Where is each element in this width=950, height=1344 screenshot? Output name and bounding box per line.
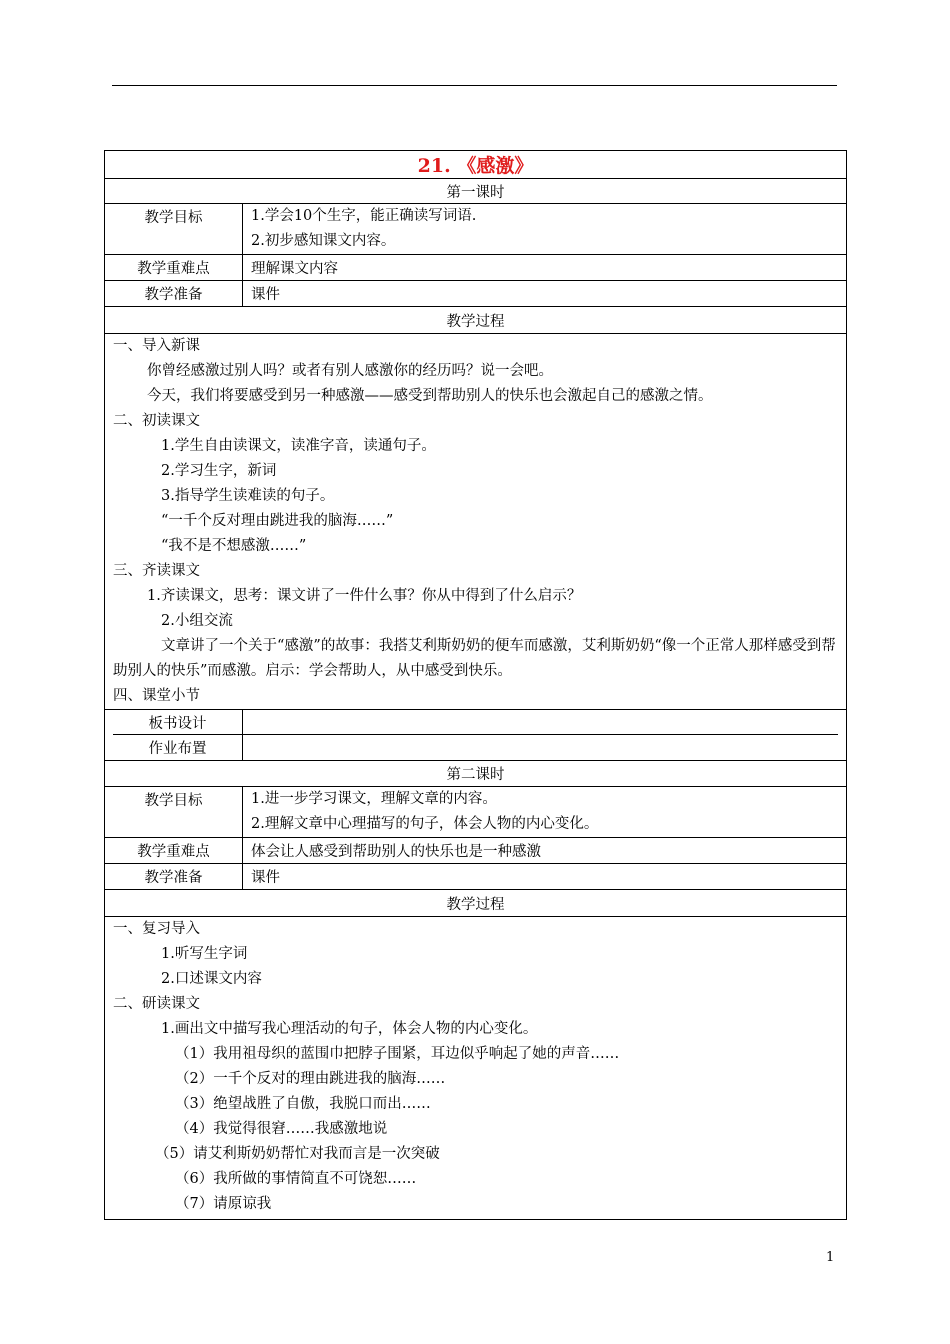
lesson1-board-value [243, 710, 839, 735]
lesson2-goals-label: 教学目标 [105, 787, 243, 838]
lesson1-goals [243, 204, 847, 255]
process-line: 1.齐读课文，思考：课文讲了一件什么事？你从中得到了什么启示？ [147, 588, 582, 604]
process-line: 你曾经感激过别人吗？或者有别人感激你的经历吗？说一会吧。 [147, 363, 553, 379]
lesson1-board-label: 板书设计 [113, 710, 243, 735]
lesson1-key-label: 教学重难点 [105, 255, 243, 281]
process-line: 2.口述课文内容 [161, 971, 262, 987]
lesson2-process [105, 917, 847, 1220]
process-paragraph: 文章讲了一个关于“感激”的故事：我搭艾利斯奶奶的便车而感激，艾利斯奶奶“像一个正常人那样感受到帮助别人的快乐”而感激。启示：学会帮助人，从中感受到快乐。 [113, 638, 836, 679]
section-heading: 四、课堂小节 [113, 688, 200, 704]
process-line: 2.小组交流 [161, 613, 233, 629]
lesson2-goals [243, 787, 847, 838]
section-heading: 三、齐读课文 [113, 563, 200, 579]
process-line: （5）请艾利斯奶奶帮忙对我而言是一次突破 [155, 1146, 440, 1162]
lesson1-homework-value [243, 735, 839, 761]
section-heading: 二、研读课文 [113, 996, 200, 1012]
process-line: 2.学习生字，新词 [161, 463, 277, 479]
process-line: “我不是不想感激……” [161, 538, 307, 554]
lesson2-goal-item: 1.进一步学习课文，理解文章的内容。 [251, 791, 497, 807]
lesson1-goal-item: 2.初步感知课文内容。 [251, 233, 396, 249]
process-line: “一千个反对理由跳进我的脑海……” [161, 513, 394, 529]
lesson1-process [105, 334, 847, 710]
lesson1-goals-label: 教学目标 [105, 204, 243, 255]
section-heading: 二、初读课文 [113, 413, 200, 429]
process-line: （2）一千个反对的理由跳进我的脑海…… [175, 1071, 446, 1087]
process-line: （7）请原谅我 [175, 1196, 272, 1212]
lesson1-key-value: 理解课文内容 [243, 255, 847, 281]
lesson2-prep-value: 课件 [243, 864, 847, 890]
lesson2-key-value: 体会让人感受到帮助别人的快乐也是一种感激 [243, 838, 847, 864]
process-line: 3.指导学生读难读的句子。 [161, 488, 335, 504]
section-heading: 一、复习导入 [113, 921, 200, 937]
lesson1-heading: 第一课时 [105, 179, 847, 204]
lesson1-goals-row [105, 204, 847, 255]
lesson2-process-heading: 教学过程 [105, 890, 847, 917]
lesson1-homework-label: 作业布置 [113, 735, 243, 761]
lesson1-prep-value: 课件 [243, 281, 847, 307]
process-line: （3）绝望战胜了自傲，我脱口而出…… [175, 1096, 431, 1112]
lesson1-goal-item: 1.学会10个生字，能正确读写词语. [251, 208, 477, 224]
lesson1-process-heading: 教学过程 [105, 307, 847, 334]
lesson-plan-table [104, 150, 847, 1220]
lesson2-goal-item: 2.理解文章中心理描写的句子，体会人物的内心变化。 [251, 816, 599, 832]
process-line: 今天，我们将要感受到另一种感激——感受到帮助别人的快乐也会激起自己的感激之情。 [147, 388, 713, 404]
process-line: 1.听写生字词 [161, 946, 248, 962]
header-rule [112, 85, 837, 86]
page-number: 1 [826, 1250, 835, 1265]
lesson1-prep-label: 教学准备 [105, 281, 243, 307]
lesson2-heading: 第二课时 [105, 761, 847, 787]
process-line: 1.画出文中描写我心理活动的句子，体会人物的内心变化。 [161, 1021, 538, 1037]
section-heading: 一、导入新课 [113, 338, 200, 354]
document-title: 21. 《感激》 [105, 151, 847, 179]
lesson2-key-label: 教学重难点 [105, 838, 243, 864]
process-line: （6）我所做的事情简直不可饶恕…… [175, 1171, 417, 1187]
process-line: （4）我觉得很窘……我感激地说 [175, 1121, 388, 1137]
process-line: 1.学生自由读课文，读准字音，读通句子。 [161, 438, 436, 454]
lesson2-prep-label: 教学准备 [105, 864, 243, 890]
lesson1-board-homework [105, 710, 847, 761]
process-line: （1）我用祖母织的蓝围巾把脖子围紧，耳边似乎响起了她的声音…… [175, 1046, 620, 1062]
